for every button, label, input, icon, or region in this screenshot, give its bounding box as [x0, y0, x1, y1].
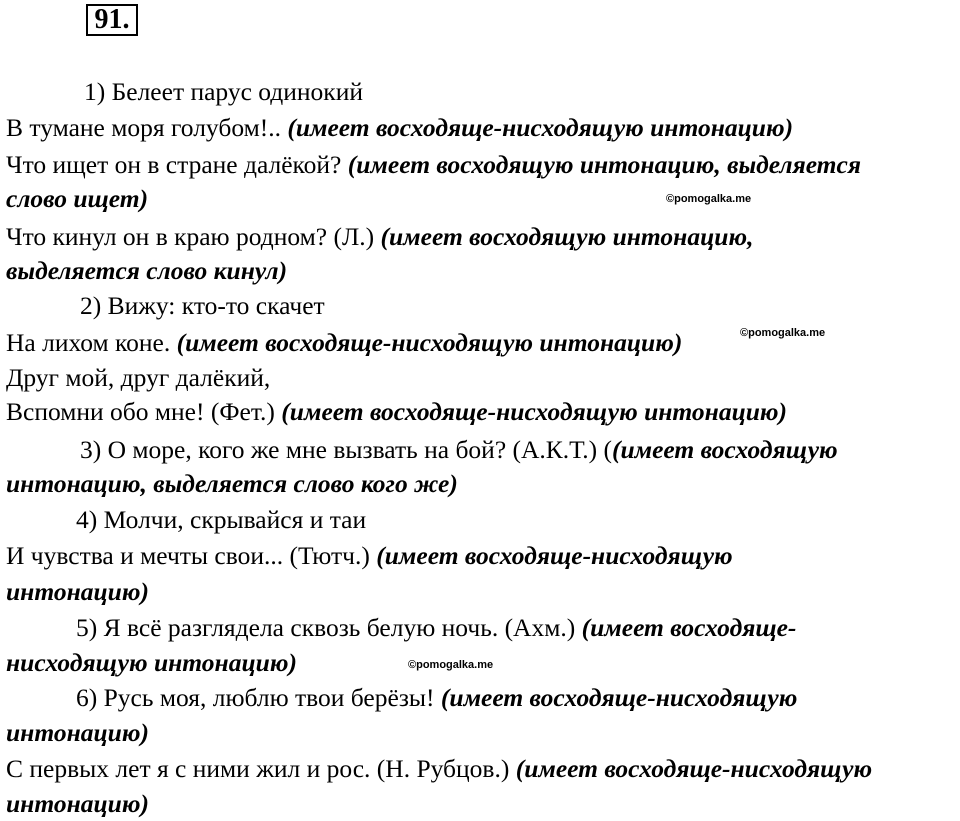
- comment-text: (имеет восходящую: [611, 435, 838, 464]
- text-line-17: [6, 648, 297, 678]
- text-line-11: [80, 435, 838, 465]
- poem-text: 5) Я всё разглядела сквозь белую ночь. (Ахм.): [76, 613, 582, 642]
- comment-text: слово ищет): [6, 184, 149, 213]
- poem-text: И чувства и мечты свои... (Тютч.): [6, 541, 377, 570]
- comment-text: (имеет восходящую интонацию, выделяется: [347, 150, 861, 179]
- text-line-2: [6, 113, 793, 143]
- text-line-4: [6, 184, 148, 214]
- text-line-3: [6, 150, 861, 180]
- comment-text: (имеет восходящую интонацию,: [380, 222, 754, 251]
- comment-text: интонацию): [6, 577, 149, 606]
- poem-text: В тумане моря голубом!..: [6, 113, 288, 142]
- comment-text: (имеет восходяще-нисходящую интонацию): [176, 328, 683, 357]
- text-line-10: [6, 397, 787, 427]
- text-line-18: [76, 683, 797, 713]
- exercise-number: 91.: [86, 4, 138, 36]
- text-line-15: [6, 577, 149, 607]
- watermark: ©pomogalka.me: [666, 193, 752, 205]
- text-line-9: [6, 363, 270, 393]
- poem-text: 4) Молчи, скрывайся и таи: [76, 505, 367, 534]
- comment-text: (имеет восходяще-нисходящую: [440, 683, 798, 712]
- poem-text: Друг мой, друг далёкий,: [6, 363, 271, 392]
- text-line-1: [84, 77, 363, 107]
- poem-text: 3) О море, кого же мне вызвать на бой? (А.К.Т.) (: [80, 435, 612, 464]
- comment-text: (имеет восходяще-: [581, 613, 797, 642]
- text-line-19: [6, 718, 149, 748]
- comment-text: (имеет восходяще-нисходящую интонацию): [281, 397, 788, 426]
- comment-text: выделяется слово кинул): [6, 256, 288, 285]
- text-line-5: [6, 222, 753, 252]
- comment-text: (имеет восходяще-нисходящую: [376, 541, 733, 570]
- text-line-13: [76, 505, 366, 535]
- text-line-20: [6, 754, 872, 784]
- comment-text: интонацию): [6, 718, 149, 747]
- comment-text: нисходящую интонацию): [6, 648, 297, 677]
- poem-text: На лихом коне.: [6, 328, 177, 357]
- text-line-12: [6, 469, 458, 499]
- watermark: ©pomogalka.me: [740, 327, 826, 339]
- text-line-16: [76, 613, 796, 643]
- poem-text: Что кинул он в краю родном? (Л.): [6, 222, 381, 251]
- watermark: ©pomogalka.me: [408, 659, 494, 671]
- comment-text: интонацию, выделяется слово кого же): [6, 469, 458, 498]
- text-line-21: [6, 789, 149, 819]
- poem-text: Что ищет он в стране далёкой?: [6, 150, 348, 179]
- poem-text: 6) Русь моя, люблю твои берёзы!: [76, 683, 441, 712]
- text-line-14: [6, 541, 733, 571]
- poem-text: Вспомни обо мне! (Фет.): [6, 397, 282, 426]
- poem-text: С первых лет я с ними жил и рос. (Н. Рубцов.): [6, 754, 516, 783]
- text-line-8: [6, 328, 682, 358]
- comment-text: (имеет восходяще-нисходящую: [515, 754, 873, 783]
- poem-text: 2) Вижу: кто-то скачет: [80, 291, 325, 320]
- text-line-6: [6, 256, 287, 286]
- poem-text: 1) Белеет парус одинокий: [84, 77, 363, 106]
- comment-text: (имеет восходяще-нисходящую интонацию): [287, 113, 794, 142]
- text-line-7: [80, 291, 325, 321]
- comment-text: интонацию): [6, 789, 149, 818]
